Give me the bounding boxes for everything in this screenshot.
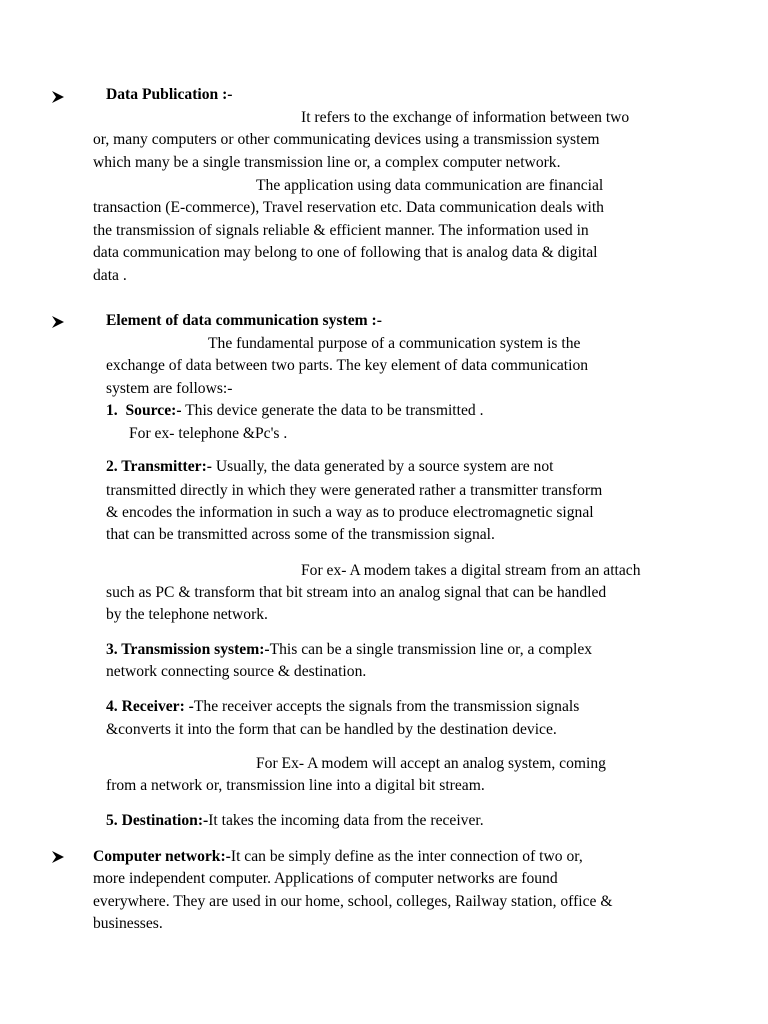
paragraph-line: by the telephone network. <box>106 606 268 623</box>
paragraph-line: transmitted directly in which they were generated rather a transmitter transform <box>106 482 603 499</box>
section-heading-computer-network: Computer network:- <box>93 848 231 865</box>
arrow-bullet-icon <box>49 314 67 330</box>
paragraph-line: exchange of data between two parts. The key element of data communication <box>106 357 589 374</box>
item-text: It takes the incoming data from the receiver. <box>208 812 484 829</box>
list-item-receiver <box>106 696 579 718</box>
paragraph-line: For ex- A modem takes a digital stream from an attach <box>301 562 641 579</box>
paragraph-line: from a network or, transmission line into a digital bit stream. <box>106 777 485 794</box>
paragraph-line: businesses. <box>93 915 163 932</box>
paragraph-line: more independent computer. Applications of computer networks are found <box>93 870 558 887</box>
item-text: The receiver accepts the signals from the transmission signals <box>193 698 580 715</box>
paragraph-line: & encodes the information in such a way as to produce electromagnetic signal <box>106 504 594 521</box>
item-text: Usually, the data generated by a source system are not <box>215 458 554 475</box>
list-item-destination <box>106 810 484 832</box>
section-computer-network <box>93 846 583 868</box>
item-label: Source:- <box>125 402 182 419</box>
paragraph-line: which many be a single transmission line or, a complex computer network. <box>93 154 561 171</box>
paragraph-line: transaction (E-commerce), Travel reservation etc. Data communication deals with <box>93 199 604 216</box>
paragraph-line: It refers to the exchange of information between two <box>301 109 630 126</box>
arrow-bullet-icon <box>49 849 67 865</box>
list-number: 1. <box>106 402 118 419</box>
paragraph-line: For ex- telephone &Pc's . <box>129 425 288 442</box>
paragraph-line: system are follows:- <box>106 380 233 397</box>
paragraph-line: data . <box>93 267 127 284</box>
item-label: 4. Receiver: - <box>106 698 194 715</box>
item-label: 2. Transmitter:- <box>106 458 212 475</box>
section-heading-element-of-data-communication: Element of data communication system :- <box>106 312 382 329</box>
item-text: This can be a single transmission line or, a complex <box>269 641 593 658</box>
list-item-transmission-system <box>106 639 592 661</box>
section-heading-data-publication: Data Publication :- <box>106 86 233 103</box>
item-text: It can be simply define as the inter connection of two or, <box>230 848 583 865</box>
item-label: 3. Transmission system:- <box>106 641 270 658</box>
paragraph-line: such as PC & transform that bit stream into an analog signal that can be handled <box>106 584 607 601</box>
list-item-source <box>106 400 483 422</box>
item-text: This device generate the data to be transmitted . <box>185 402 484 419</box>
item-label: 5. Destination:- <box>106 812 209 829</box>
paragraph-line: The application using data communication are financial <box>256 177 604 194</box>
paragraph-line: the transmission of signals reliable & efficient manner. The information used in <box>93 222 589 239</box>
paragraph-line: network connecting source & destination. <box>106 663 367 680</box>
paragraph-line: For Ex- A modem will accept an analog system, coming <box>256 755 606 772</box>
paragraph-line: everywhere. They are used in our home, school, colleges, Railway station, office & <box>93 893 613 910</box>
paragraph-line: The fundamental purpose of a communication system is the <box>208 335 581 352</box>
arrow-bullet-icon <box>49 89 67 105</box>
paragraph-line: &converts it into the form that can be handled by the destination device. <box>106 721 557 738</box>
list-item-transmitter <box>106 456 553 478</box>
paragraph-line: that can be transmitted across some of the transmission signal. <box>106 526 495 543</box>
paragraph-line: data communication may belong to one of following that is analog data & digital <box>93 244 598 261</box>
paragraph-line: or, many computers or other communicating devices using a transmission system <box>93 131 600 148</box>
